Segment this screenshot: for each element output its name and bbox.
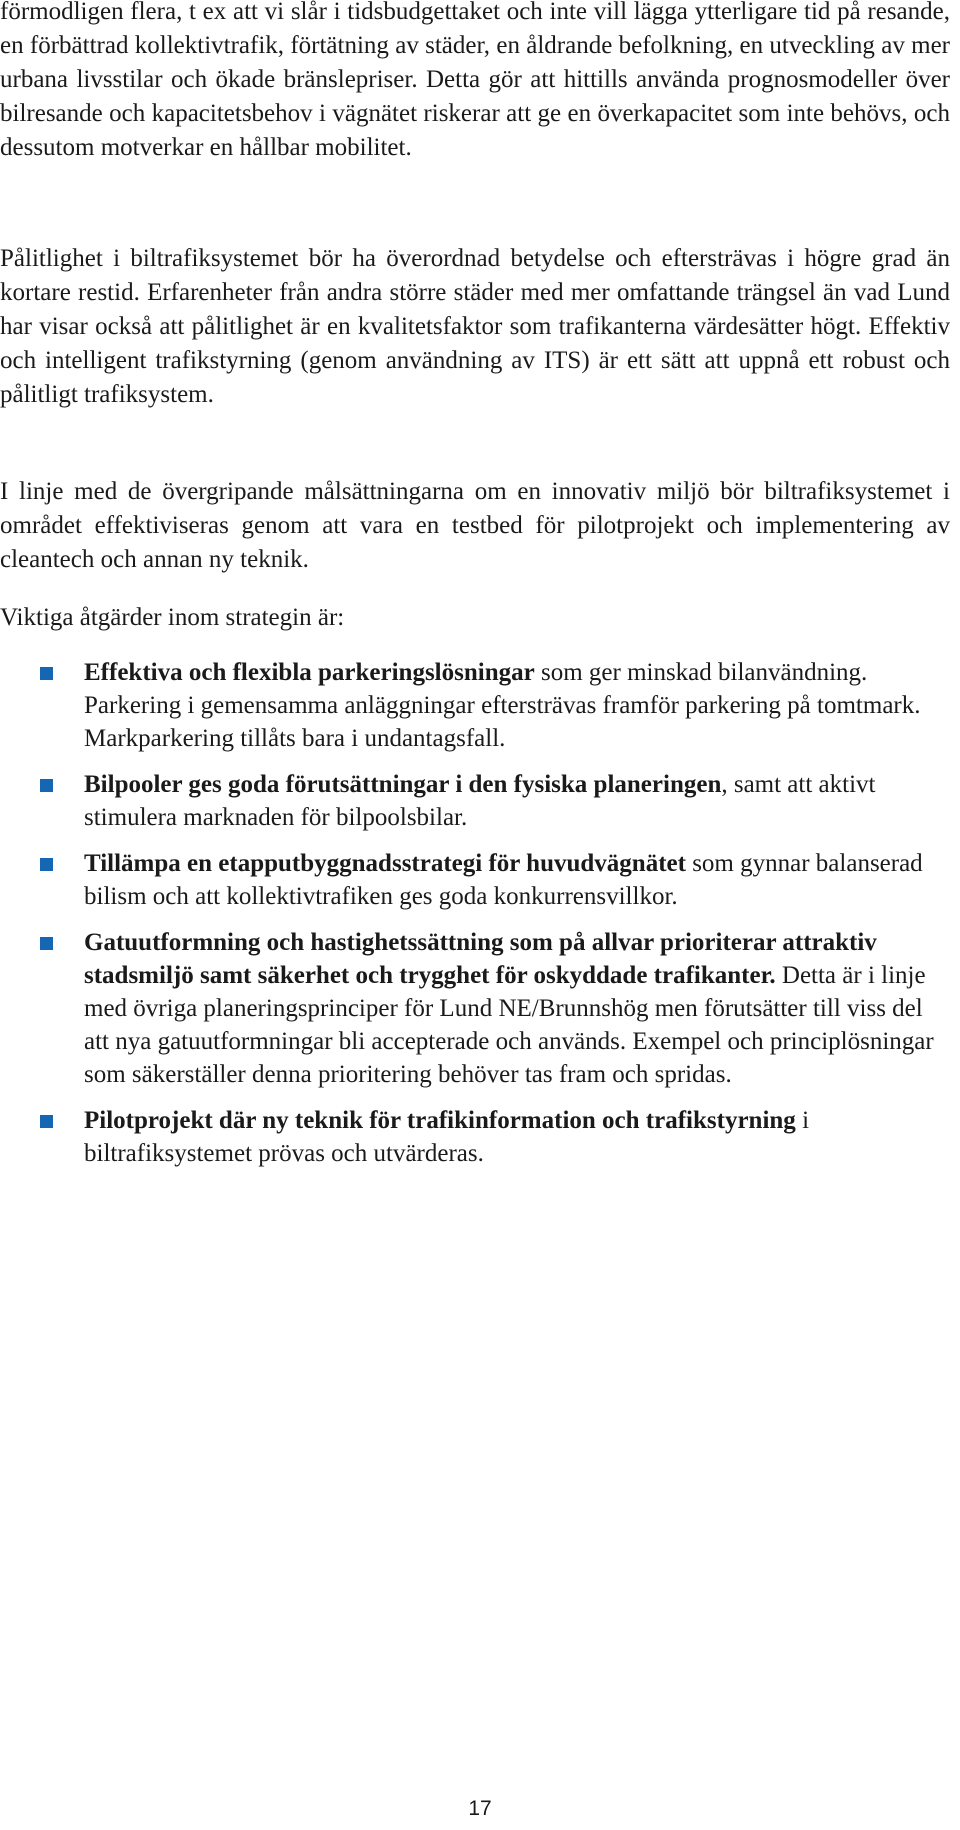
square-bullet-icon: [40, 1115, 53, 1128]
bullet-item-pilot-projects: [0, 1104, 950, 1170]
bullet-text: , samt att aktivt stimulera marknaden för bilpoolsbilar.: [84, 771, 876, 831]
paragraph-measures-intro: Viktiga åtgärder inom strategin är:: [0, 604, 345, 631]
bullet-bold-text: Tillämpa en etapputbyggnadsstrategi för huvudvägnätet: [84, 850, 686, 877]
bullet-bold-text: Gatuutformning och hastighetssättning som på allvar prioriterar attraktiv stadsmiljö samt säkerhet och trygghet för oskyddade trafikanter.: [84, 929, 877, 989]
bullet-text: i biltrafiksystemet prövas och utvärderas.: [84, 1107, 810, 1167]
square-bullet-icon: [40, 937, 53, 950]
bullet-text: som gynnar balanserad bilism och att kollektivtrafiken ges goda konkurrensvillkor.: [84, 850, 923, 910]
page-number: 17: [468, 1797, 492, 1820]
bullet-bold-text: Bilpooler ges goda förutsättningar i den fysiska planeringen: [84, 771, 722, 798]
measures-bullet-list: [0, 656, 950, 1183]
square-bullet-icon: [40, 779, 53, 792]
paragraph-reliability: Pålitlighet i biltrafiksystemet bör ha överordnad betydelse och eftersträvas i högre grad än kortare restid. Erfarenheter från andra större städer med mer omfattande trängsel än vad Lund har visar också att pålitlighet är en kvalitetsfaktor som trafikanterna värdesätter högt. Effektiv och intelligent trafikstyrning (genom användning av ITS) är ett sätt att uppnå ett robust och pålitligt trafiksystem.: [0, 245, 950, 408]
bullet-item-street-design: [0, 926, 950, 1091]
square-bullet-icon: [40, 858, 53, 871]
bullet-bold-text: Pilotprojekt där ny teknik för trafikinformation och trafikstyrning: [84, 1107, 796, 1134]
paragraph-travel-trends: förmodligen flera, t ex att vi slår i tidsbudgettaket och inte vill lägga ytterligare tid på resande, en förbättrad kollektivtrafik, förtätning av städer, en åldrande befolkning, en utveckling av mer urbana livsstilar och ökade bränslepriser. Detta gör att hittills använda prognosmodeller över bilresande och kapacitetsbehov i vägnätet riskerar att ge en överkapacitet som inte behövs, och dessutom motverkar en hållbar mobilitet.: [0, 0, 950, 161]
bullet-item-carpools: [0, 768, 950, 834]
square-bullet-icon: [40, 667, 53, 680]
bullet-item-parking: [0, 656, 950, 755]
bullet-item-staged-expansion: [0, 847, 950, 913]
bullet-text: Detta är i linje med övriga planeringsprinciper för Lund NE/Brunnshög men förutsätter till viss del att nya gatuutformningar bli accepterade och används. Exempel och principlösningar som säkerställer denna prioritering behöver tas fram och spridas.: [84, 962, 934, 1088]
paragraph-innovation-testbed: I linje med de övergripande målsättningarna om en innovativ miljö bör biltrafiksystemet i området effektiviseras genom att vara en testbed för pilotprojekt och implementering av cleantech och annan ny teknik.: [0, 478, 950, 573]
bullet-text: som ger minskad bilanvändning. Parkering i gemensamma anläggningar eftersträvas framför parkering på tomtmark. Markparkering tillåts bara i undantagsfall.: [84, 659, 921, 752]
bullet-bold-text: Effektiva och flexibla parkeringslösningar: [84, 659, 535, 686]
